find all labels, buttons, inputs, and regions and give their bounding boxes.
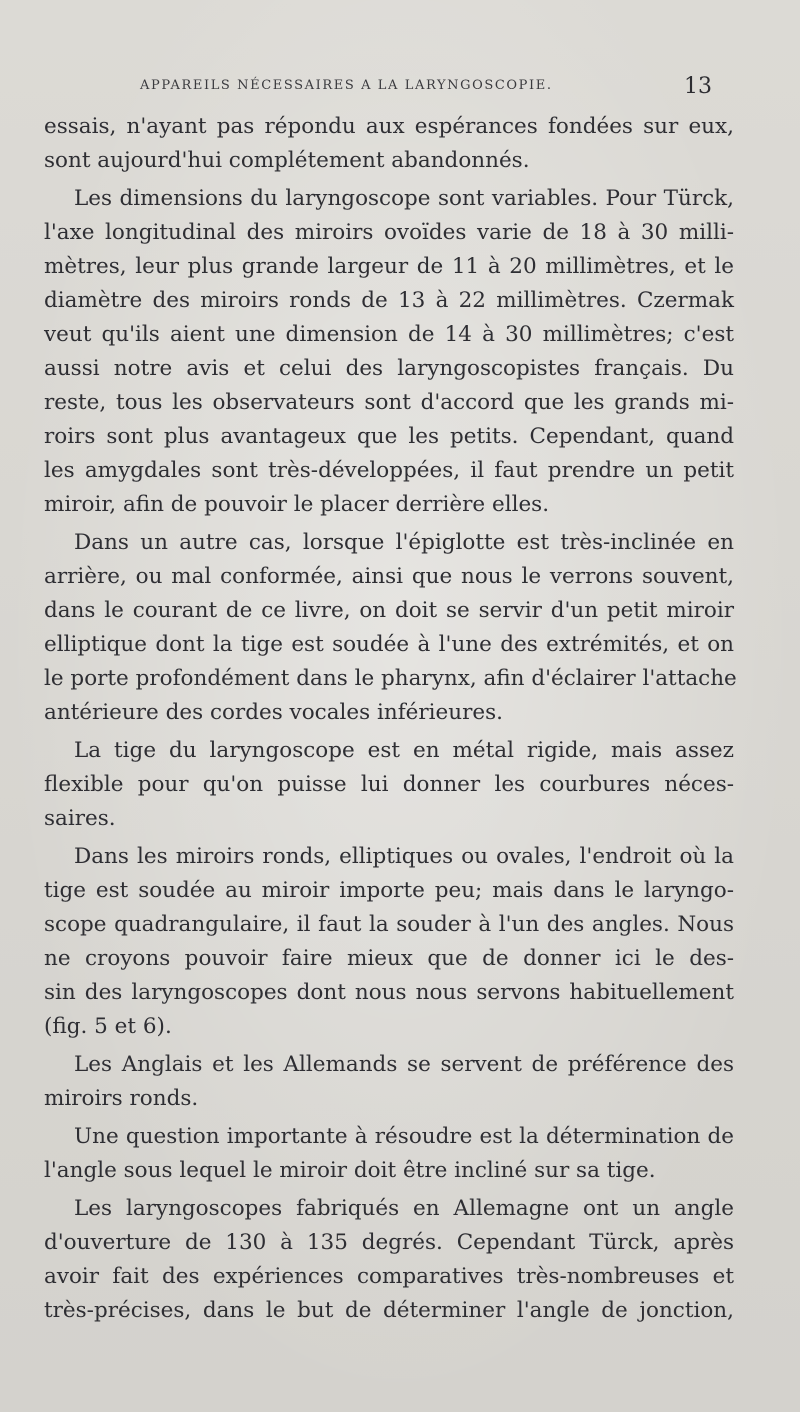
text-line: flexible pour qu'on puisse lui donner les courbures néces- — [44, 772, 734, 797]
text-line: les amygdales sont très-développées, il faut prendre un petit — [44, 458, 734, 483]
text-line: Dans les miroirs ronds, elliptiques ou ovales, l'endroit où la — [74, 844, 734, 869]
text-line: Une question importante à résoudre est la détermination de — [74, 1124, 734, 1149]
paragraph-2 — [44, 182, 734, 522]
paragraph-3 — [44, 526, 737, 730]
text-line: aussi notre avis et celui des laryngoscopistes français. Du — [44, 356, 734, 381]
paragraph-1 — [44, 110, 734, 178]
text-line: diamètre des miroirs ronds de 13 à 22 millimètres. Czermak — [44, 288, 734, 313]
text-line: La tige du laryngoscope est en métal rigide, mais assez — [74, 738, 734, 763]
text-line: elliptique dont la tige est soudée à l'une des extrémités, et on — [44, 632, 734, 657]
text-line: Les Anglais et les Allemands se servent de préférence des — [74, 1052, 734, 1077]
text-line: antérieure des cordes vocales inférieures. — [44, 700, 503, 725]
text-line: essais, n'ayant pas répondu aux espérances fondées sur eux, — [44, 114, 734, 139]
text-line: avoir fait des expériences comparatives très-nombreuses et — [44, 1264, 734, 1289]
text-line: l'axe longitudinal des miroirs ovoïdes varie de 18 à 30 milli- — [44, 220, 734, 245]
paragraph-6 — [44, 1048, 734, 1116]
paragraph-7 — [44, 1120, 734, 1188]
page-header — [140, 74, 720, 104]
text-line: miroir, afin de pouvoir le placer derrière elles. — [44, 492, 550, 517]
text-line: Les laryngoscopes fabriqués en Allemagne ont un angle — [74, 1196, 734, 1221]
text-line: sont aujourd'hui complétement abandonnés. — [44, 148, 530, 173]
text-line: scope quadrangulaire, il faut la souder à l'un des angles. Nous — [44, 912, 734, 937]
text-line: le porte profondément dans le pharynx, afin d'éclairer l'attache — [44, 666, 737, 691]
text-line: Dans un autre cas, lorsque l'épiglotte est très-inclinée en — [74, 530, 734, 555]
text-line: roirs sont plus avantageux que les petits. Cependant, quand — [44, 424, 734, 449]
text-line: ne croyons pouvoir faire mieux que de donner ici le des- — [44, 946, 734, 971]
text-line: reste, tous les observateurs sont d'accord que les grands mi- — [44, 390, 734, 415]
text-line: saires. — [44, 806, 116, 831]
text-line: veut qu'ils aient une dimension de 14 à 30 millimètres; c'est — [44, 322, 734, 347]
text-line: l'angle sous lequel le miroir doit être incliné sur sa tige. — [44, 1158, 656, 1183]
text-line: d'ouverture de 130 à 135 degrés. Cependant Türck, après — [44, 1230, 734, 1255]
text-line: (fig. 5 et 6). — [44, 1014, 172, 1039]
text-line: miroirs ronds. — [44, 1086, 199, 1111]
paragraph-5 — [44, 840, 734, 1044]
paragraph-4 — [44, 734, 734, 836]
running-head: APPAREILS NÉCESSAIRES A LA LARYNGOSCOPIE. — [140, 78, 553, 93]
body-text — [44, 110, 737, 1350]
paragraph-8 — [44, 1192, 734, 1328]
text-line: arrière, ou mal conformée, ainsi que nous le verrons souvent, — [44, 564, 734, 589]
text-line: sin des laryngoscopes dont nous nous servons habituellement — [44, 980, 734, 1005]
text-line: mètres, leur plus grande largeur de 11 à 20 millimètres, et le — [44, 254, 734, 279]
text-line: Les dimensions du laryngoscope sont variables. Pour Türck, — [74, 186, 734, 211]
text-line: dans le courant de ce livre, on doit se servir d'un petit miroir — [44, 598, 734, 623]
text-line: tige est soudée au miroir importe peu; mais dans le laryngo- — [44, 878, 734, 903]
text-line: très-précises, dans le but de déterminer l'angle de jonction, — [44, 1298, 734, 1323]
page-number: 13 — [684, 74, 712, 99]
